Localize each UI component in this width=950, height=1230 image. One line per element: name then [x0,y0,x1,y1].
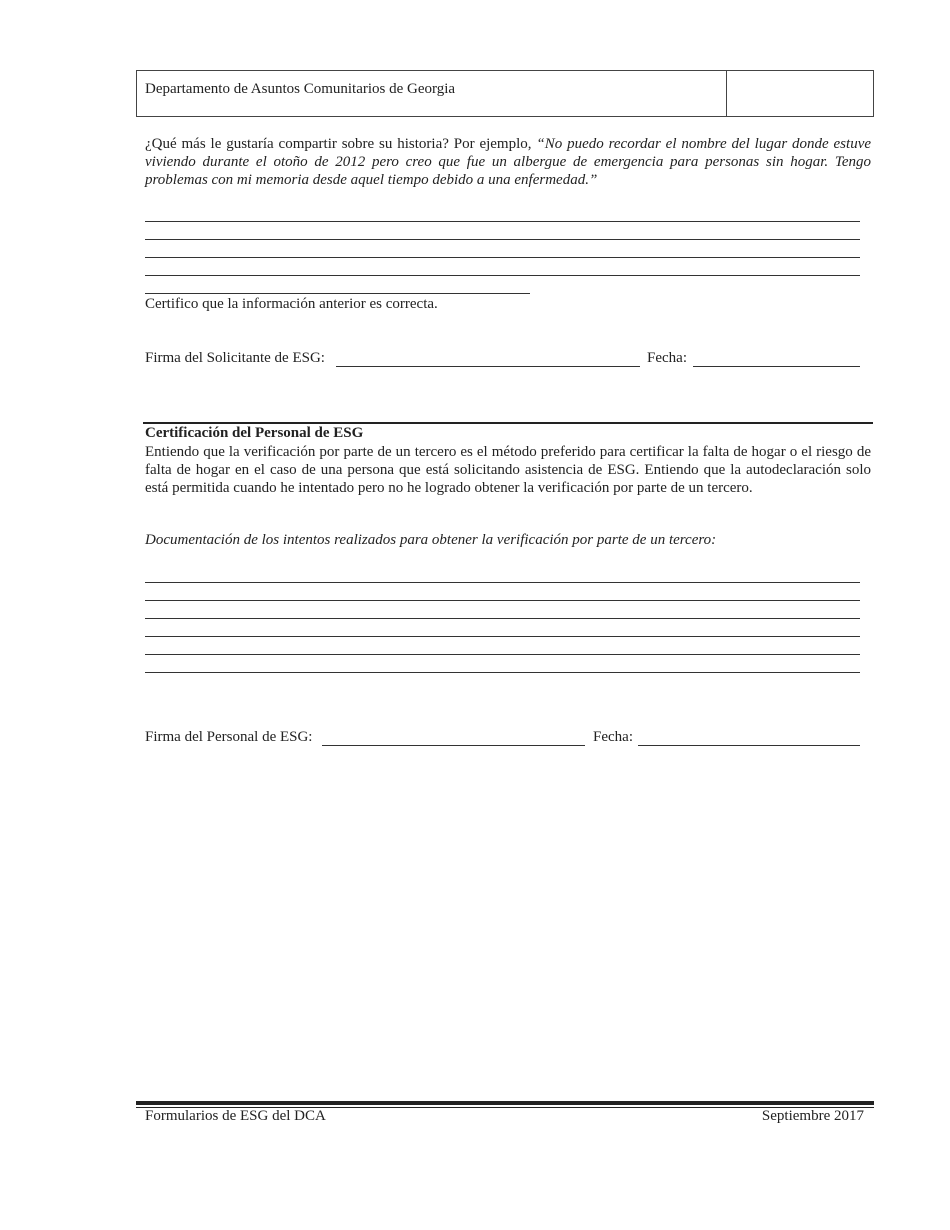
staff-signature-label: Firma del Personal de ESG: [145,729,313,745]
staff-signature-field[interactable] [322,745,585,746]
story-answer-line-2[interactable] [145,239,860,240]
section-divider [143,422,873,424]
story-answer-line-1[interactable] [145,221,860,222]
documentation-line-4[interactable] [145,636,860,637]
applicant-date-field[interactable] [693,366,860,367]
staff-date-field[interactable] [638,745,860,746]
staff-date-label: Fecha: [593,729,633,745]
documentation-line-5[interactable] [145,654,860,655]
department-name: Departamento de Asuntos Comunitarios de Georgia [137,71,727,116]
story-answer-line-3[interactable] [145,257,860,258]
applicant-signature-label: Firma del Solicitante de ESG: [145,350,325,366]
header-table [136,70,874,117]
documentation-line-6[interactable] [145,672,860,673]
footer-left: Formularios de ESG del DCA [145,1108,326,1124]
footer-rule-thick [136,1101,874,1105]
header-right-cell [727,71,873,116]
story-prompt: ¿Qué más le gustaría compartir sobre su historia? Por ejemplo, [145,136,537,152]
story-question [145,135,871,189]
applicant-date-label: Fecha: [647,350,687,366]
documentation-line-3[interactable] [145,618,860,619]
staff-body: Entiendo que la verificación por parte de un tercero es el método preferido para certificar la falta de hogar o el riesgo de falta de hogar en el caso de una persona que está solicitando asistencia de ESG. Entiendo que la autodeclaración solo está permitida cuando he intentado pero no he logrado obtener la verificación por parte de un tercero. [145,444,871,496]
story-answer-line-5[interactable] [145,293,530,294]
documentation-line-2[interactable] [145,600,860,601]
staff-heading: Certificación del Personal de ESG [145,425,364,441]
applicant-certify-text: Certifico que la información anterior es correcta. [145,296,438,312]
documentation-line-1[interactable] [145,582,860,583]
story-example: “No puedo recordar el nombre del lugar donde estuve viviendo durante el otoño de 2012 pero creo que fue un albergue de emergencia para personas sin hogar. Tengo problemas con mi memoria desde aquel tiempo debido a una enfermedad.” [145,136,872,188]
story-answer-line-4[interactable] [145,275,860,276]
documentation-label: Documentación de los intentos realizados para obtener la verificación por parte de un tercero: [145,532,717,548]
applicant-signature-field[interactable] [336,366,640,367]
footer-right: Septiembre 2017 [761,1108,864,1124]
